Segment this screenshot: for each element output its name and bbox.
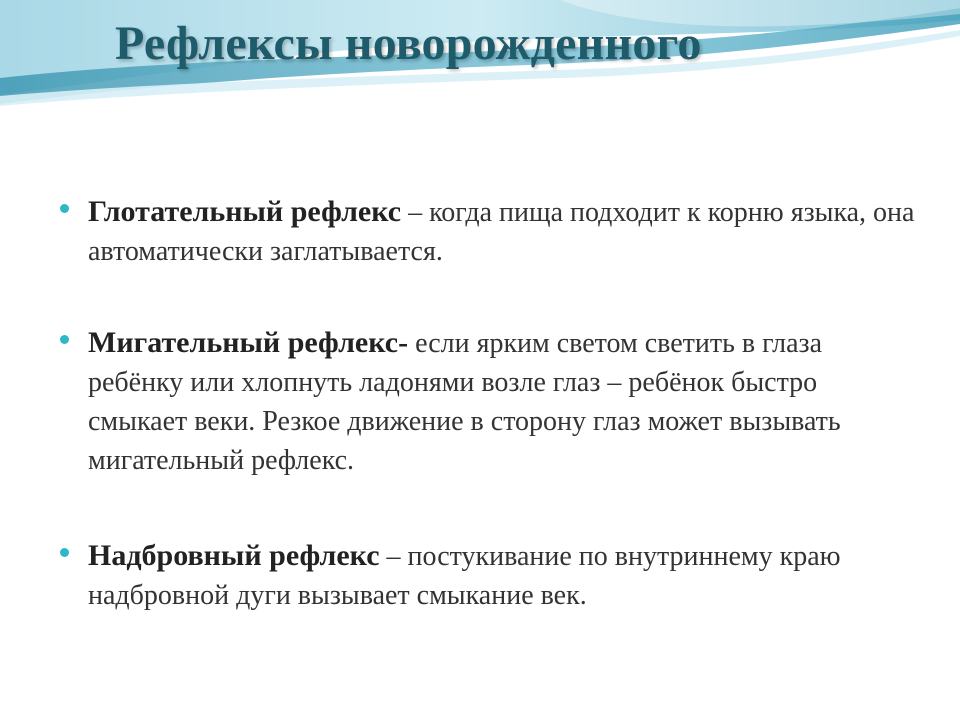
bullet-dot-icon <box>60 548 69 557</box>
list-item <box>60 323 920 480</box>
list-item <box>60 536 920 615</box>
reflex-description: – когда пища подходит к корню языка, она автоматически заглатывается. <box>88 197 915 267</box>
reflex-term: Глотательный рефлекс <box>88 195 402 228</box>
list-item <box>60 192 920 271</box>
reflex-description: – постукивание по внутриннему краю надбровной дуги вызывает смыкание век. <box>88 541 841 611</box>
bullet-dot-icon <box>60 204 69 213</box>
reflex-term: Надбровный рефлекс <box>88 539 380 572</box>
reflex-term: Мигательный рефлекс- <box>88 326 409 359</box>
reflex-description: если ярким светом светить в глаза ребёнку или хлопнуть ладонями возле глаз – ребёнок быстро смыкает веки. Резкое движение в сторону глаз может вызывать мигательный рефлекс. <box>88 328 841 476</box>
slide-title: Рефлексы новорожденного <box>115 17 702 70</box>
bullet-list <box>60 192 920 615</box>
bullet-dot-icon <box>60 335 69 344</box>
